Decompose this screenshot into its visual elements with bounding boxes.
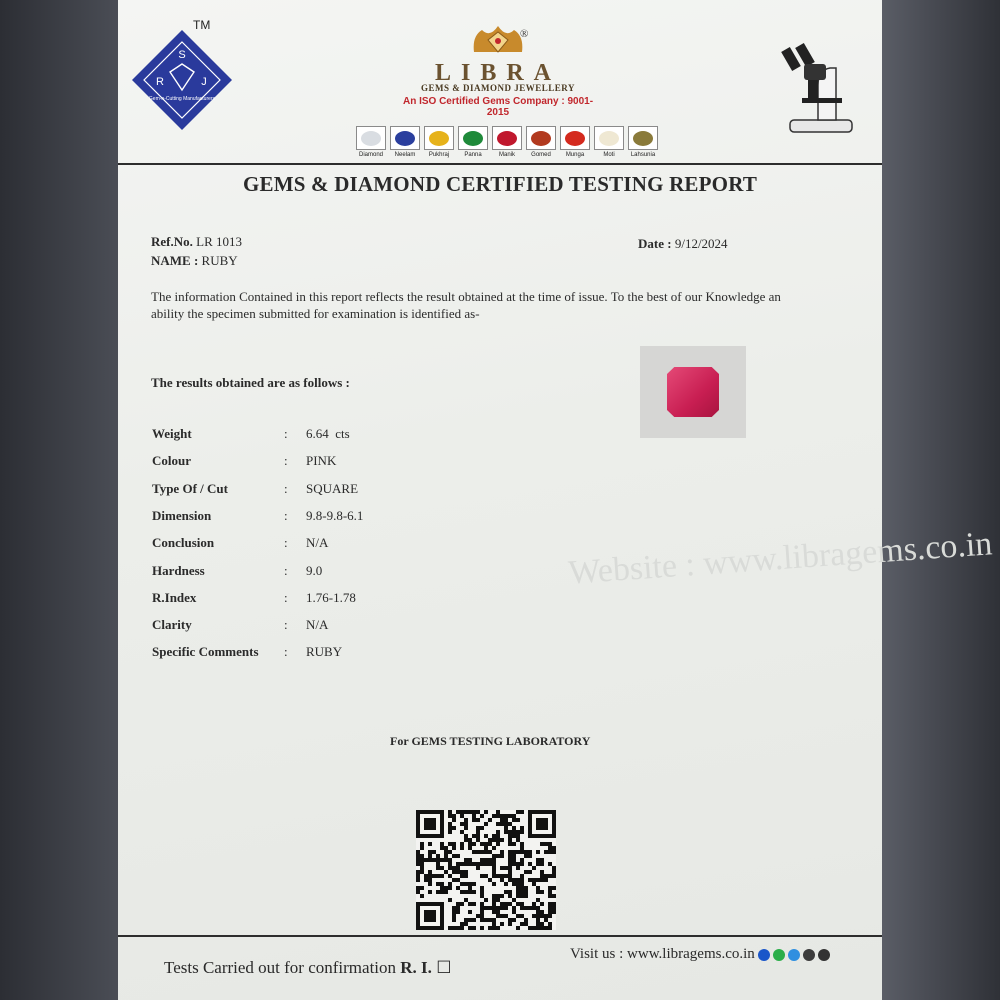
background-left	[0, 0, 118, 1000]
brand-subtitle: GEMS & DIAMOND JEWELLERY	[421, 83, 575, 93]
result-value: 1.76-1.78	[306, 589, 356, 605]
result-row	[152, 644, 342, 660]
ruby-stone-image	[667, 367, 719, 417]
gem-item-manik	[491, 126, 523, 158]
result-key: R.Index	[152, 589, 197, 605]
gem-color	[599, 131, 619, 146]
gem-item-moti	[593, 126, 625, 158]
gem-label: Lahsunia	[630, 152, 656, 158]
gem-swatch	[458, 126, 488, 150]
ref-number	[151, 234, 242, 250]
gem-label: Pukhraj	[428, 152, 450, 158]
srj-letter-r: R	[156, 76, 164, 88]
result-separator: :	[284, 480, 288, 496]
ref-value: LR 1013	[196, 234, 243, 249]
gem-label: Gomed	[531, 152, 551, 158]
gem-color	[361, 131, 381, 146]
website-text: Visit us : www.libragems.co.in	[570, 946, 755, 962]
result-row	[152, 426, 350, 442]
result-key: Hardness	[152, 562, 205, 578]
result-value: N/A	[306, 617, 329, 633]
result-value: 9.0	[306, 562, 323, 578]
result-separator: :	[284, 644, 288, 660]
srj-logo	[130, 28, 234, 132]
gem-item-diamond	[355, 126, 387, 158]
name-label: NAME :	[151, 253, 199, 268]
result-key: Dimension	[152, 507, 212, 523]
gem-swatch	[628, 126, 658, 150]
whatsapp-icon	[773, 949, 785, 961]
result-separator: :	[284, 589, 288, 605]
instagram-icon	[818, 949, 830, 961]
twitter-icon	[788, 949, 800, 961]
results-heading: The results obtained are as follows :	[151, 375, 350, 390]
gem-photo	[640, 346, 746, 438]
libra-logo	[398, 22, 598, 118]
result-key: Clarity	[152, 617, 192, 633]
lab-signature-line: For GEMS TESTING LABORATORY	[390, 734, 591, 748]
result-value: 9.8-9.8-6.1	[306, 507, 364, 523]
tests-note	[164, 958, 451, 978]
youtube-icon	[803, 949, 815, 961]
gem-color	[531, 131, 551, 146]
tests-text: Tests Carried out for confirmation	[164, 958, 397, 977]
result-row	[152, 617, 328, 633]
result-key: Specific Comments	[152, 644, 259, 660]
date-label: Date :	[638, 236, 672, 251]
iso-certification: An ISO Certified Gems Company : 9001-2015	[402, 96, 594, 118]
gem-label: Moti	[603, 152, 615, 158]
result-row	[152, 563, 322, 579]
gem-color	[429, 131, 449, 146]
result-value: SQUARE	[306, 480, 359, 496]
result-value: RUBY	[306, 644, 343, 660]
gem-color	[565, 131, 585, 146]
gem-swatch	[424, 126, 454, 150]
gem-item-panna	[457, 126, 489, 158]
result-row	[152, 590, 356, 606]
report-title: GEMS & DIAMOND CERTIFIED TESTING REPORT	[242, 172, 758, 196]
ri-label: R. I.	[400, 958, 432, 977]
gem-label: Manik	[498, 152, 515, 158]
result-separator: :	[284, 507, 288, 523]
trademark-mark: TM	[193, 18, 211, 32]
report-date	[638, 236, 728, 252]
certificate-paper	[118, 0, 994, 1000]
gem-label: Neelam	[394, 152, 416, 158]
gem-item-gomed	[525, 126, 557, 158]
result-unit: cts	[335, 426, 350, 441]
gem-color	[463, 131, 483, 146]
gem-swatch	[594, 126, 624, 150]
crown-icon	[468, 22, 528, 56]
result-value: 6.64	[306, 426, 329, 441]
gem-label: Munga	[565, 152, 585, 158]
watermark-text: Website : www.libragems.co.in	[567, 525, 994, 592]
microscope-icon	[778, 40, 858, 135]
specimen-name	[151, 253, 238, 269]
result-key: Weight	[152, 426, 192, 441]
website-line	[570, 946, 830, 963]
ref-label: Ref.No.	[151, 234, 193, 249]
header-rule	[118, 163, 882, 165]
qr-code	[416, 810, 556, 930]
facebook-icon	[758, 949, 770, 961]
gem-swatch	[526, 126, 556, 150]
gem-swatch	[560, 126, 590, 150]
gem-label: Panna	[464, 152, 482, 158]
name-value: RUBY	[201, 253, 238, 268]
gem-swatch	[390, 126, 420, 150]
result-row	[152, 481, 358, 497]
intro-paragraph: The information Contained in this report reflects the result obtained at the time of issue. To the best of our Knowledge an ability the specimen submitted for examination is identified as-	[151, 289, 781, 321]
result-key: Colour	[152, 453, 191, 469]
ri-checkbox: ☐	[436, 958, 452, 977]
result-key: Conclusion	[152, 535, 215, 551]
result-separator: :	[284, 562, 288, 578]
srj-tagline: Gem-n-Cutting Manufacturers	[148, 96, 216, 102]
result-row	[152, 508, 363, 524]
result-separator: :	[284, 426, 288, 441]
brand-name: LIBRA	[434, 60, 562, 86]
result-key: Type Of / Cut	[152, 480, 228, 496]
result-value: PINK	[306, 453, 337, 469]
gem-color	[395, 131, 415, 146]
footer-rule	[118, 935, 882, 937]
gem-color	[633, 131, 653, 146]
gem-color	[497, 131, 517, 146]
result-separator: :	[284, 453, 288, 469]
gem-swatch	[356, 126, 386, 150]
srj-letter-s: S	[178, 49, 186, 61]
result-row	[152, 535, 328, 551]
gems-strip	[355, 126, 659, 158]
result-value: N/A	[306, 535, 329, 551]
result-separator: :	[284, 535, 288, 551]
gem-label: Diamond	[358, 152, 383, 158]
gem-item-neelam	[389, 126, 421, 158]
result-row	[152, 453, 336, 469]
background-right	[882, 0, 1000, 1000]
registered-mark: ®	[520, 28, 529, 40]
date-value: 9/12/2024	[674, 236, 728, 251]
gem-swatch	[492, 126, 522, 150]
gem-item-lahsunia	[627, 126, 659, 158]
result-separator: :	[284, 617, 288, 633]
gem-item-pukhraj	[423, 126, 455, 158]
gem-item-munga	[559, 126, 591, 158]
srj-letter-j: J	[201, 76, 207, 88]
